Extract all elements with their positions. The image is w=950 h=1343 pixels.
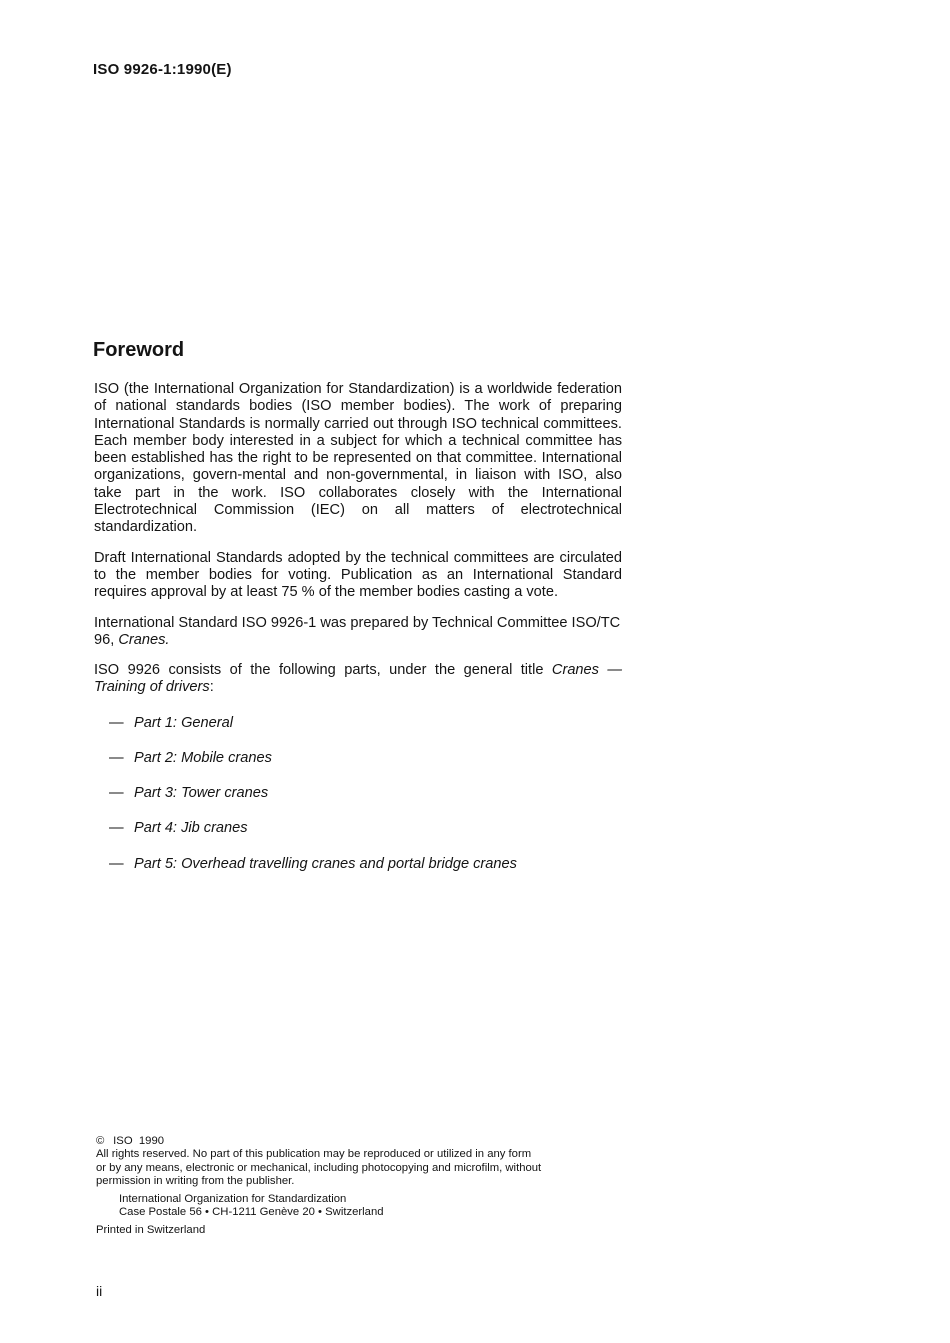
rights-line-3: permission in writing from the publisher. — [96, 1175, 295, 1188]
dash-bullet: — — [109, 749, 124, 766]
foreword-title: Foreword — [93, 339, 185, 361]
general-title: Cranes — Training of drivers — [94, 662, 622, 696]
part-title: Tower cranes — [181, 785, 269, 802]
part-title: Overhead travelling cranes and portal bridge cranes — [181, 855, 517, 872]
paragraph-4-end: : — [209, 679, 214, 696]
foreword-paragraph-3 — [94, 615, 622, 650]
dash-bullet: — — [109, 820, 124, 837]
part-title: General — [181, 714, 233, 731]
list-item — [94, 714, 622, 732]
part-label: Part 2: — [134, 749, 177, 766]
organization-name: International Organization for Standardization — [119, 1192, 347, 1205]
part-title: Mobile cranes — [181, 749, 272, 766]
paragraph-4-text: ISO 9926 consists of the following parts, under the general title — [94, 662, 544, 679]
copyright-symbol: © — [96, 1135, 105, 1147]
foreword-body — [94, 381, 622, 890]
list-item — [94, 855, 622, 873]
parts-list — [94, 714, 622, 873]
page-number: ii — [96, 1283, 103, 1299]
part-title: Jib cranes — [181, 820, 248, 837]
part-label: Part 5: — [134, 855, 177, 872]
dash-bullet: — — [109, 855, 124, 872]
part-label: Part 1: — [134, 714, 177, 731]
copyright-line — [96, 1135, 636, 1148]
document-id: ISO 9926-1:1990(E) — [93, 61, 232, 78]
copyright-text: ISO 1990 — [113, 1135, 165, 1147]
foreword-paragraph-1: ISO (the International Organization for Standardization) is a worldwide federation of national standards bodies (ISO member bodies). The work of preparing International Standards is normally carried out through ISO technical committees. Each member body interested in a subject for which a technical committee has been established has the right to be represented on that committee. International organizations, govern-mental and non-governmental, in liaison with ISO, also take part in the work. ISO collaborates closely with the International Electrotechnical Commission (IEC) on all matters of electrotechnical standardization. — [94, 381, 622, 536]
part-label: Part 4: — [134, 820, 177, 837]
part-label: Part 3: — [134, 785, 177, 802]
list-item — [94, 784, 622, 802]
rights-line-2: or by any means, electronic or mechanical, including photocopying and microfilm, without — [96, 1161, 542, 1174]
organization-address: Case Postale 56 • CH-1211 Genève 20 • Switzerland — [119, 1206, 384, 1219]
foreword-paragraph-2: Draft International Standards adopted by the technical committees are circulated to the member bodies for voting. Publication as an International Standard requires approval by at least 75 % of the member bodies casting a vote. — [94, 549, 622, 601]
dash-bullet: — — [109, 714, 124, 731]
foreword-paragraph-4 — [94, 662, 622, 697]
printed-in: Printed in Switzerland — [96, 1224, 206, 1237]
list-item — [94, 819, 622, 837]
list-item — [94, 749, 622, 767]
rights-line-1: All rights reserved. No part of this publication may be reproduced or utilized in any form — [96, 1148, 532, 1161]
dash-bullet: — — [109, 785, 124, 802]
copyright-block — [96, 1135, 636, 1238]
paragraph-3-text: International Standard ISO 9926-1 was prepared by Technical Committee ISO/TC 96, — [94, 614, 621, 648]
committee-name: Cranes. — [118, 631, 170, 648]
